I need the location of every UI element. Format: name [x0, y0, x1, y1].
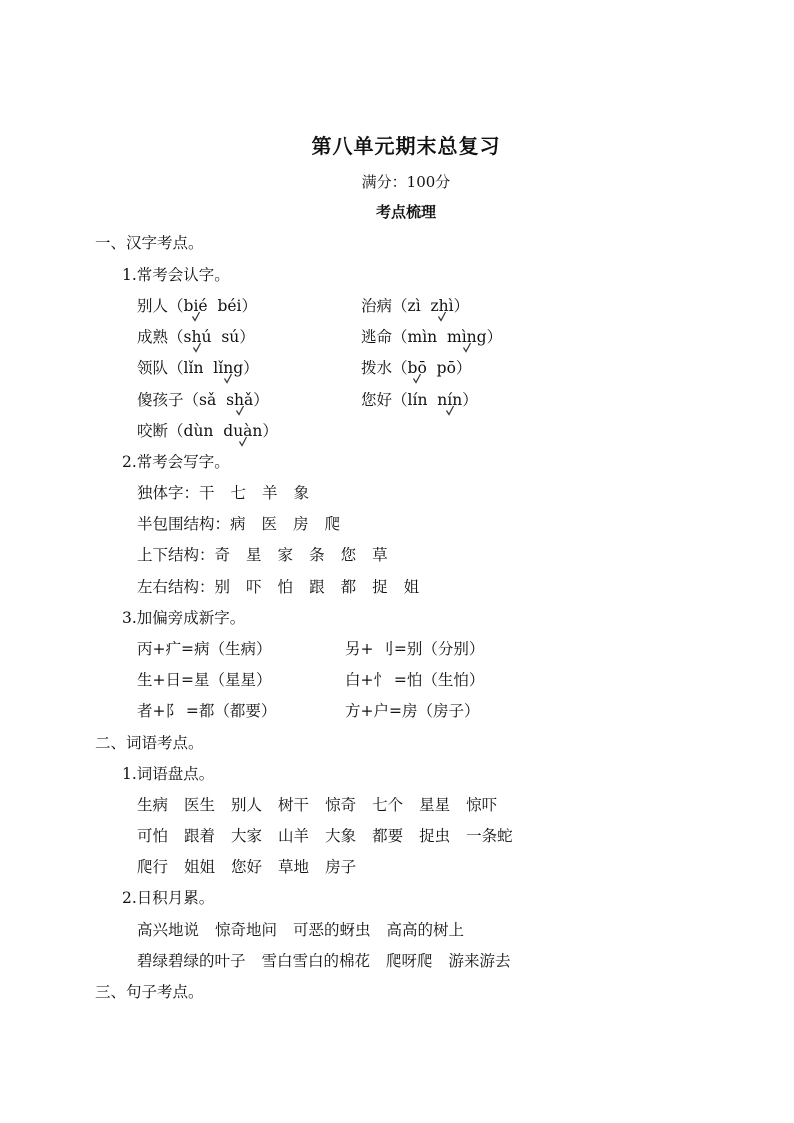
- pinyin-option-b: lǐng: [213, 358, 243, 378]
- radical-equation: 另+ 刂=别（分别）: [345, 640, 485, 658]
- word-row: [137, 826, 513, 846]
- radical-equation: 生+日=星（星星）: [137, 671, 272, 689]
- vocab-word: 七个: [372, 796, 404, 814]
- writing-char: 房: [293, 515, 309, 533]
- vocab-word: 山羊: [278, 827, 310, 845]
- pinyin-item-word: 逃命: [361, 328, 393, 346]
- pinyin-item: 领队（lǐn lǐng ）: [137, 358, 259, 378]
- vocab-word: 草地: [278, 858, 310, 876]
- pinyin-item: 成熟（shú sú）: [137, 327, 255, 347]
- section-1-title: 一、汉字考点。: [95, 234, 204, 252]
- writing-char: 星: [246, 546, 262, 564]
- subsection-2-1-title: 1.词语盘点。: [122, 765, 215, 783]
- writing-char: 捉: [372, 578, 388, 596]
- check-mark-icon: [224, 373, 233, 384]
- writing-char: 您: [340, 546, 357, 564]
- pinyin-item-word: 领队: [137, 359, 169, 377]
- check-mark-icon: [462, 342, 471, 353]
- pinyin-item: 治病（zì zhì ）: [361, 296, 469, 316]
- pinyin-option-a: shú: [184, 327, 212, 347]
- section-2-title: 二、词语考点。: [95, 734, 204, 752]
- writing-char: 草: [372, 546, 388, 564]
- radical-equation: 丙+疒=病（生病）: [137, 640, 272, 658]
- pinyin-item-word: 拨水: [361, 359, 393, 377]
- subsection-2-2-title: 2.日积月累。: [122, 889, 215, 907]
- writing-char: 跟: [309, 578, 325, 596]
- pinyin-option-b: nín: [437, 390, 462, 410]
- pinyin-item: 傻孩子（sǎ shǎ ）: [137, 390, 269, 410]
- writing-char: 都: [340, 578, 357, 596]
- section-3-title: 三、句子考点。: [95, 983, 204, 1001]
- pinyin-option-b: duàn: [223, 421, 262, 441]
- pinyin-item-word: 您好: [361, 391, 393, 409]
- phrase: 碧绿碧绿的叶子: [137, 952, 246, 970]
- vocab-word: 捉虫: [419, 827, 451, 845]
- writing-char: 家: [277, 546, 294, 564]
- check-mark-icon: [413, 373, 422, 384]
- pinyin-option-a: mìn: [407, 328, 438, 346]
- pinyin-option-b: zhì: [431, 296, 454, 316]
- writing-char: 羊: [262, 484, 278, 502]
- writing-char: 怕: [277, 578, 294, 596]
- vocab-word: 房子: [325, 858, 357, 876]
- pinyin-option-a: bō: [408, 358, 427, 378]
- pinyin-option-a: dùn: [183, 422, 214, 440]
- phrase: 惊奇地问: [215, 921, 278, 939]
- pinyin-item-word: 别人: [137, 297, 169, 315]
- pinyin-option-a: zì: [407, 297, 421, 315]
- writing-char: 象: [293, 484, 310, 502]
- phrase: 雪白雪白的棉花: [261, 952, 371, 970]
- subsection-1-2-title: 2.常考会写字。: [122, 453, 230, 471]
- vocab-word: 大象: [325, 827, 357, 845]
- pinyin-item-word: 治病: [361, 297, 393, 315]
- vocab-word: 树干: [278, 796, 310, 814]
- check-mark-icon: [238, 436, 247, 447]
- pinyin-item-word: 咬断: [137, 422, 169, 440]
- writing-char: 医: [261, 515, 278, 533]
- writing-char: 病: [230, 515, 246, 533]
- radical-equation: 白+忄 =怕（生怕）: [345, 671, 485, 689]
- phrase-row: [137, 920, 464, 940]
- page-title: 第八单元期末总复习: [311, 134, 501, 158]
- writing-row-label: 独体字：: [137, 484, 200, 502]
- phrase: 爬呀爬: [386, 952, 433, 970]
- vocab-word: 医生: [184, 796, 216, 814]
- vocab-word: 一条蛇: [466, 827, 513, 845]
- pinyin-option-a: sǎ: [199, 391, 217, 409]
- phrase: 高高的树上: [386, 921, 465, 939]
- subsection-1-3-title: 3.加偏旁成新字。: [122, 609, 246, 627]
- check-mark-icon: [193, 342, 202, 353]
- vocab-word: 爬行: [137, 858, 169, 876]
- vocab-word: 惊吓: [466, 796, 498, 814]
- pinyin-option-b: sú: [221, 328, 240, 346]
- radical-equation: 方+户=房（房子）: [345, 702, 480, 720]
- vocab-word: 姐姐: [184, 858, 216, 876]
- phrase: 游来游去: [448, 952, 511, 970]
- writing-char: 姐: [403, 578, 420, 596]
- phrase: 高兴地说: [137, 921, 200, 939]
- writing-row: [137, 545, 388, 565]
- pinyin-option-b: pō: [436, 359, 456, 377]
- vocab-word: 都要: [372, 827, 404, 845]
- vocab-word: 您好: [231, 858, 263, 876]
- check-mark-icon: [438, 311, 447, 322]
- phrase: 可恶的蚜虫: [293, 921, 371, 939]
- pinyin-option-a: lǐn: [183, 359, 204, 377]
- writing-char: 爬: [324, 515, 341, 533]
- check-mark-icon: [445, 405, 454, 416]
- writing-row: [137, 514, 340, 534]
- vocab-word: 可怕: [137, 827, 169, 845]
- vocab-word: 生病: [137, 796, 169, 814]
- vocab-word: 别人: [231, 796, 263, 814]
- writing-char: 别: [214, 578, 231, 596]
- subsection-1-1-title: 1.常考会认字。: [122, 266, 230, 284]
- writing-char: 条: [309, 546, 325, 564]
- writing-char: 奇: [214, 546, 231, 564]
- writing-char: 干: [199, 484, 215, 502]
- writing-row: [137, 577, 419, 597]
- writing-char: 吓: [246, 578, 262, 596]
- pinyin-option-b: mìng: [447, 327, 487, 347]
- pinyin-item-word: 成熟: [137, 328, 169, 346]
- word-row: [137, 795, 497, 815]
- pinyin-item: 您好（lín nín ）: [361, 390, 478, 410]
- phrase-row: [137, 951, 511, 971]
- check-mark-icon: [235, 405, 244, 416]
- word-row: [137, 857, 356, 877]
- section-heading: 考点梳理: [375, 203, 436, 221]
- pinyin-item: 拨水（bō pō）: [361, 358, 471, 378]
- writing-row-label: 上下结构：: [137, 546, 215, 564]
- vocab-word: 星星: [419, 796, 451, 814]
- pinyin-option-a: lín: [407, 391, 428, 409]
- pinyin-option-b: béi: [217, 297, 242, 315]
- pinyin-option-a: bié: [184, 296, 208, 316]
- pinyin-item: 别人（bié béi）: [137, 296, 257, 316]
- check-mark-icon: [191, 311, 200, 322]
- writing-row: [137, 483, 309, 503]
- writing-char: 七: [230, 484, 247, 502]
- vocab-word: 大家: [231, 827, 263, 845]
- radical-equation: 者+阝 =都（都要）: [137, 702, 277, 720]
- vocab-word: 惊奇: [325, 796, 357, 814]
- pinyin-option-b: shǎ: [226, 390, 253, 410]
- writing-row-label: 半包围结构：: [137, 515, 231, 533]
- writing-row-label: 左右结构：: [137, 578, 215, 596]
- pinyin-item-word: 傻孩子: [137, 391, 184, 409]
- vocab-word: 跟着: [184, 827, 216, 845]
- full-score: 满分：100分: [361, 173, 451, 191]
- pinyin-item: 咬断（dùn duàn ）: [137, 421, 278, 441]
- pinyin-item: 逃命（mìn mìng ）: [361, 327, 502, 347]
